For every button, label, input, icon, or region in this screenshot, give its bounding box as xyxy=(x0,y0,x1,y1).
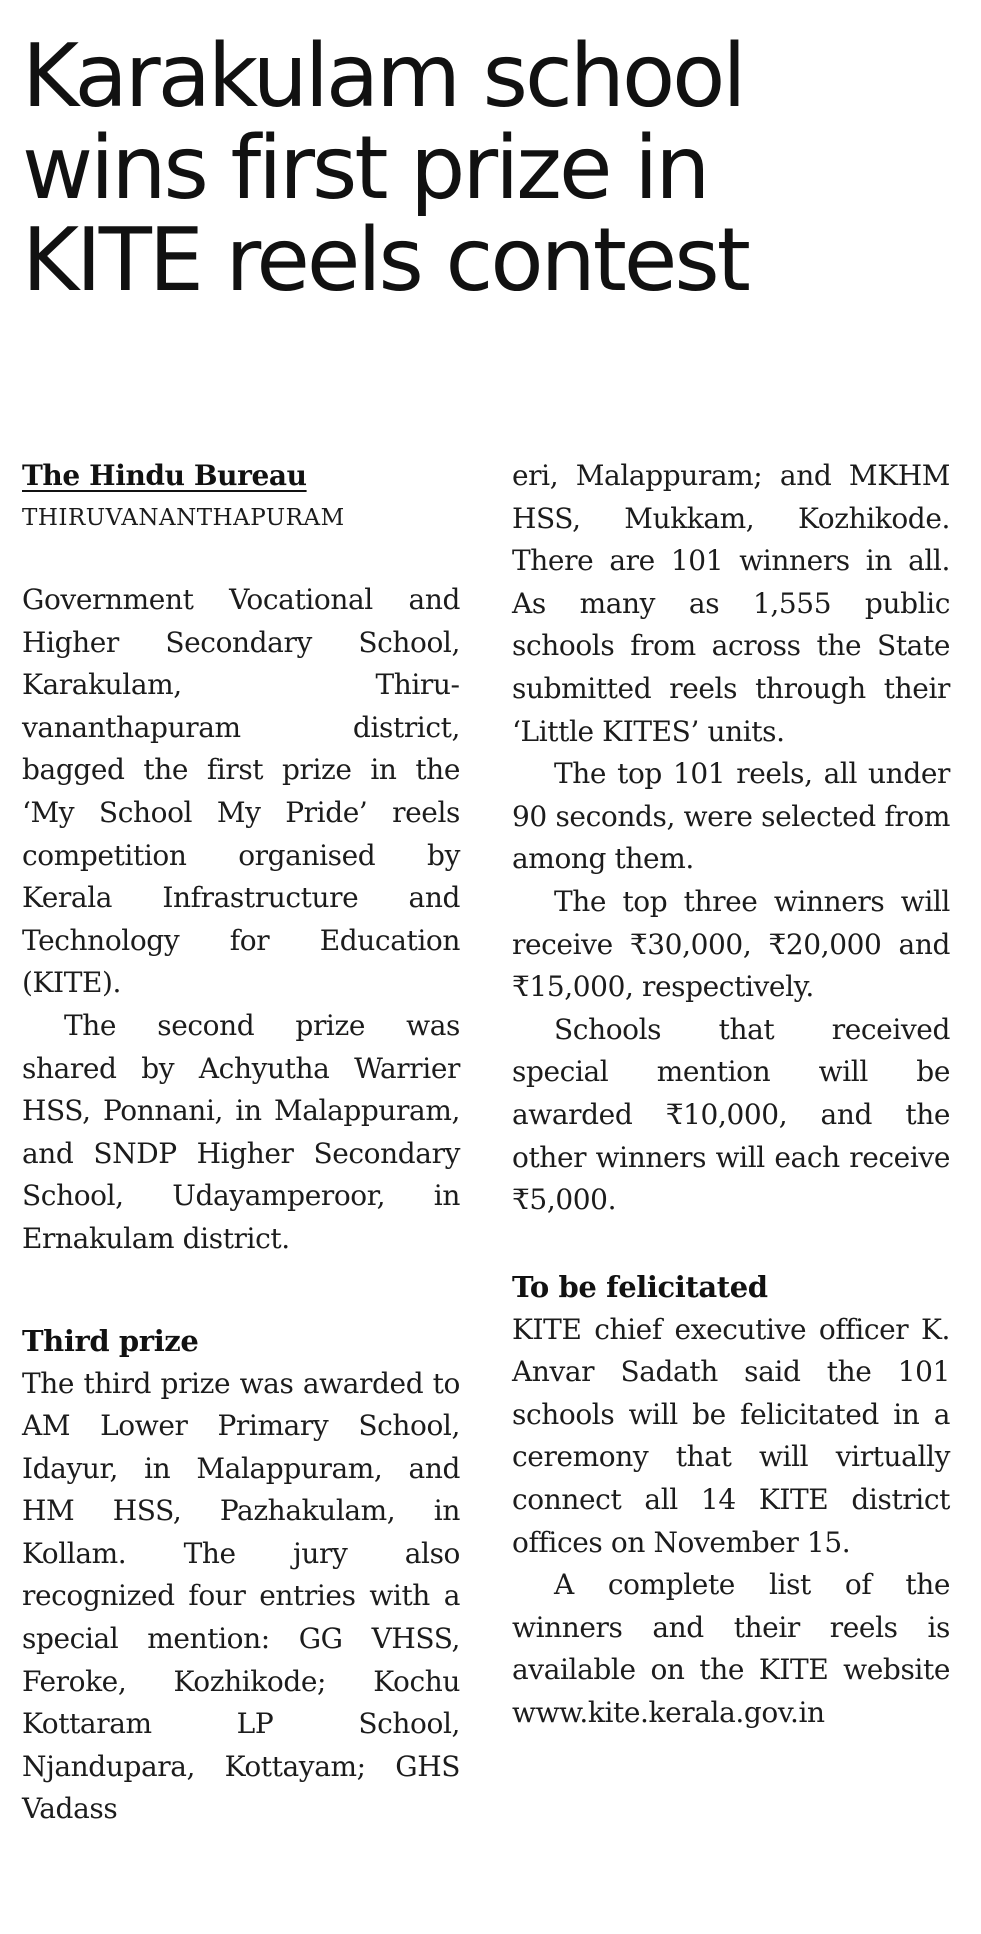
body-paragraph: The top three winners will receive ₹30,000, ₹20,000 and ₹15,000, respectively. xyxy=(512,884,950,1004)
body-paragraph: KITE chief executive officer K. Anvar Sadath said the 101 schools will be felicitated in a ceremony that will virtually connect all 14 KITE district offices on November 15. xyxy=(512,1312,950,1559)
subhead-to-be-felicitated: To be felicitated xyxy=(512,1269,768,1304)
body-paragraph: Schools that received special mention will be awarded ₹10,000, and the other winners will each receive ₹5,000. xyxy=(512,1012,950,1217)
headline-line: Karakulam school xyxy=(22,25,744,127)
right-column xyxy=(512,455,950,1735)
body-paragraph: The top 101 reels, all under 90 seconds, were selected from among them. xyxy=(512,757,950,876)
body-paragraph: The third prize was awarded to AM Lower Primary School, Idayur, in Malappuram, and HM HSS, Pazhakulam, in Kollam. The jury also recognized four entries with a special mention: GG VHSS, Feroke, Kozhikode; Kochu Kottaram LP School, Njandupara, Kottayam; GHS Vadass xyxy=(22,1366,460,1826)
headline-line: wins first prize in xyxy=(22,117,708,219)
subhead-third-prize: Third prize xyxy=(22,1323,199,1358)
headline-line: KITE reels contest xyxy=(22,209,748,311)
left-column xyxy=(22,455,460,1831)
body-paragraph: eri, Malappuram; and MKHM HSS, Mukkam, Kozhikode. There are 101 winners in all. As many as 1,555 public schools from across the State submitted reels through their ‘Little KITES’ units. xyxy=(512,459,950,748)
byline: The Hindu Bureau xyxy=(22,459,307,492)
body-paragraph: The second prize was shared by Achyutha Warrier HSS, Ponnani, in Malappuram, and SNDP Higher Secondary School, Udayamperoor, in Ernakulam district. xyxy=(22,1008,460,1255)
headline xyxy=(22,25,922,311)
body-paragraph: A complete list of the winners and their reels is available on the KITE website www.kite.kerala.gov.in xyxy=(512,1568,950,1730)
dateline: THIRUVANANTHAPURAM xyxy=(22,505,345,531)
body-paragraph: Government Vocational and Higher Secondary School, Karakulam, Thiruvananthapuram district, bagged the first prize in the ‘My School My Pride’ reels competition organised by Kerala Infrastructure and Technology for Education (KITE). xyxy=(22,583,460,1000)
